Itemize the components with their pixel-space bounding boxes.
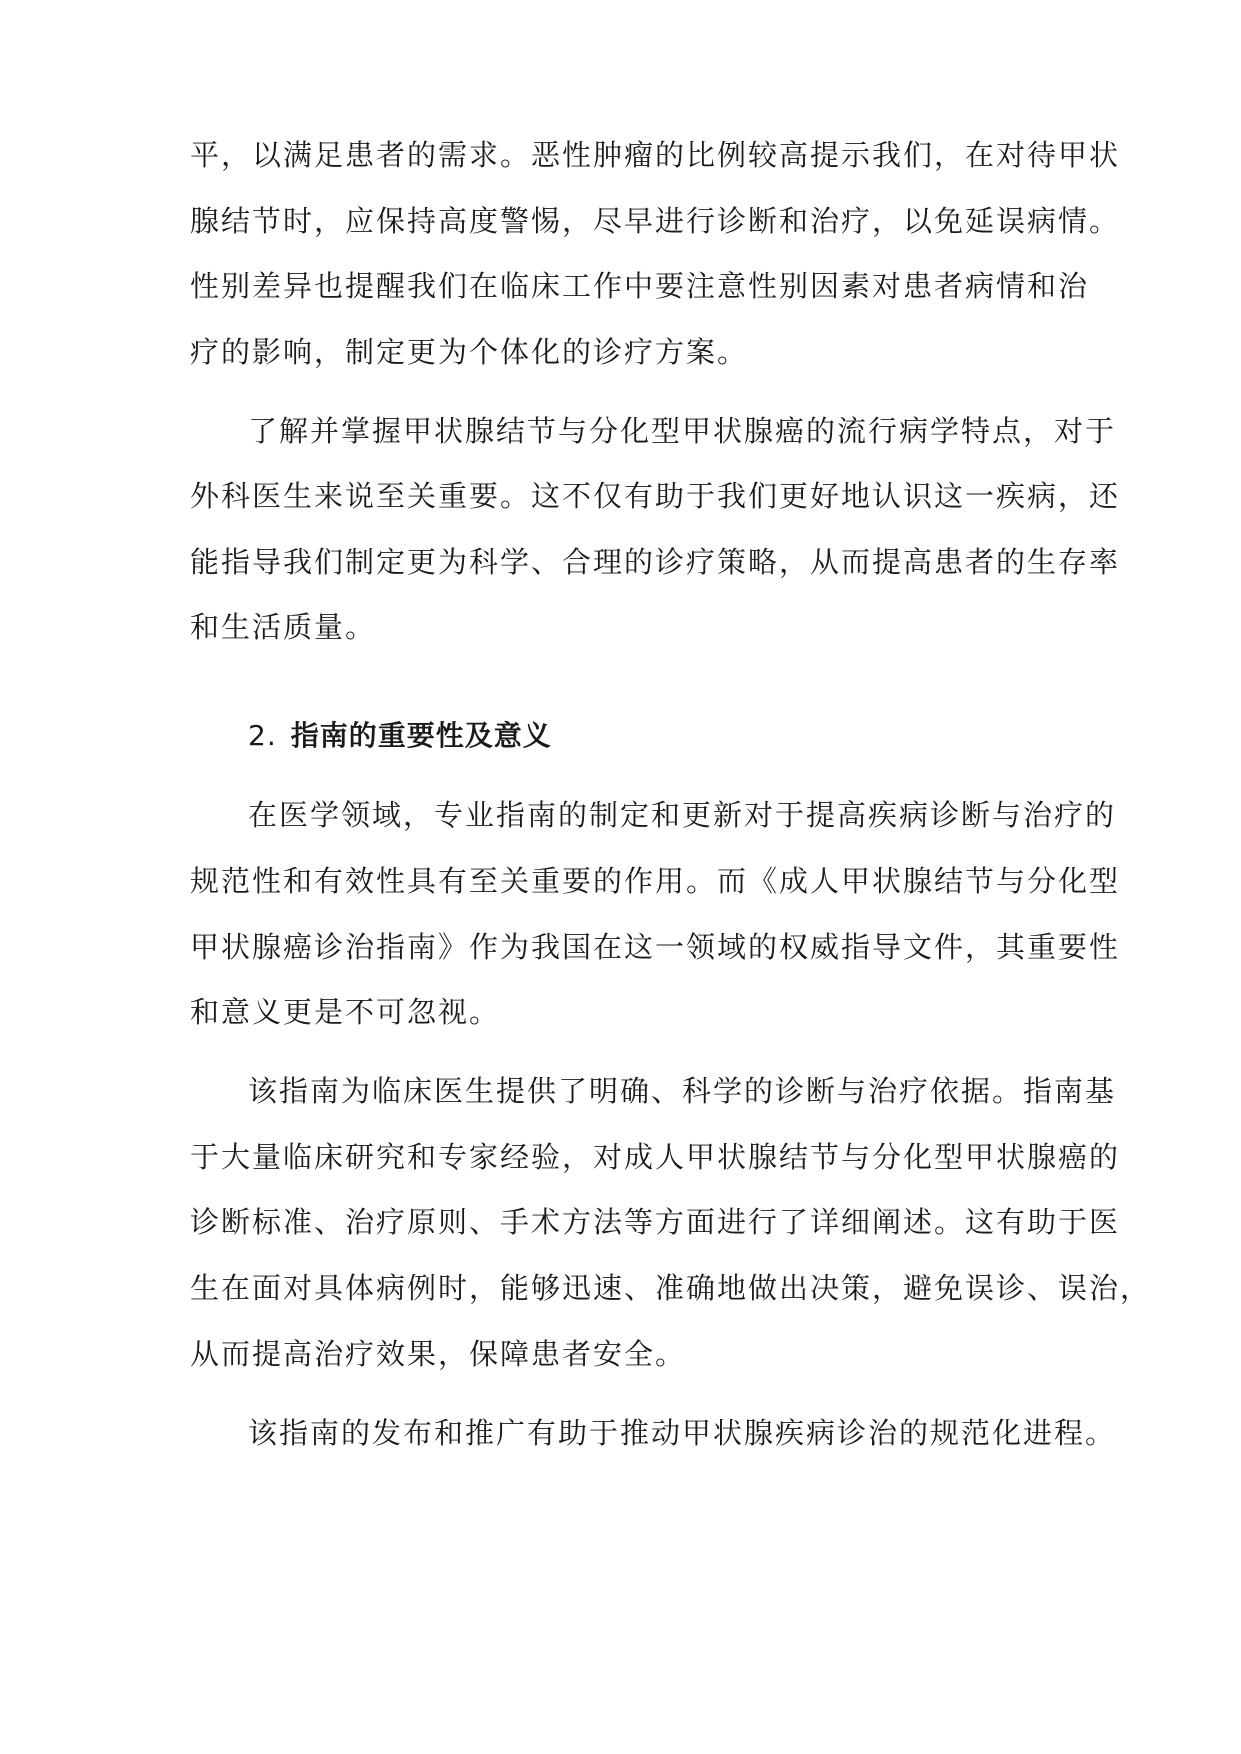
section-title: 指南的重要性及意义 [290, 719, 552, 752]
paragraph-line: 在医学领域，专业指南的制定和更新对于提高疾病诊断与治疗的 [248, 798, 1117, 832]
paragraph-line: 甲状腺癌诊治指南》作为我国在这一领域的权威指导文件，其重要性 [190, 930, 1121, 964]
section-heading [248, 716, 552, 756]
paragraph-line: 规范性和有效性具有至关重要的作用。而《成人甲状腺结节与分化型 [190, 864, 1121, 898]
paragraph-line: 疗的影响，制定更为个体化的诊疗方案。 [190, 335, 749, 369]
paragraph-line: 性别差异也提醒我们在临床工作中要注意性别因素对患者病情和治 [190, 269, 1090, 303]
section-number: 2. [248, 719, 277, 752]
paragraph-line: 于大量临床研究和专家经验，对成人甲状腺结节与分化型甲状腺癌的 [190, 1140, 1121, 1174]
paragraph-line: 该指南的发布和推广有助于推动甲状腺疾病诊治的规范化进程。 [248, 1416, 1117, 1450]
paragraph-line: 生在面对具体病例时，能够迅速、准确地做出决策，避免误诊、误治， [190, 1271, 1152, 1305]
paragraph-line: 平，以满足患者的需求。恶性肿瘤的比例较高提示我们，在对待甲状 [190, 138, 1121, 172]
paragraph-line: 和意义更是不可忽视。 [190, 995, 501, 1029]
paragraph-line: 该指南为临床医生提供了明确、科学的诊断与治疗依据。指南基 [248, 1074, 1117, 1108]
paragraph-line: 诊断标准、治疗原则、手术方法等方面进行了详细阐述。这有助于医 [190, 1205, 1121, 1239]
paragraph-line: 和生活质量。 [190, 610, 377, 644]
paragraph-line: 从而提高治疗效果，保障患者安全。 [190, 1337, 687, 1371]
paragraph-line: 能指导我们制定更为科学、合理的诊疗策略，从而提高患者的生存率 [190, 545, 1121, 579]
paragraph-line: 了解并掌握甲状腺结节与分化型甲状腺癌的流行病学特点，对于 [248, 414, 1117, 448]
paragraph-line: 腺结节时，应保持高度警惕，尽早进行诊断和治疗，以免延误病情。 [190, 204, 1121, 238]
paragraph-line: 外科医生来说至关重要。这不仅有助于我们更好地认识这一疾病，还 [190, 479, 1121, 513]
